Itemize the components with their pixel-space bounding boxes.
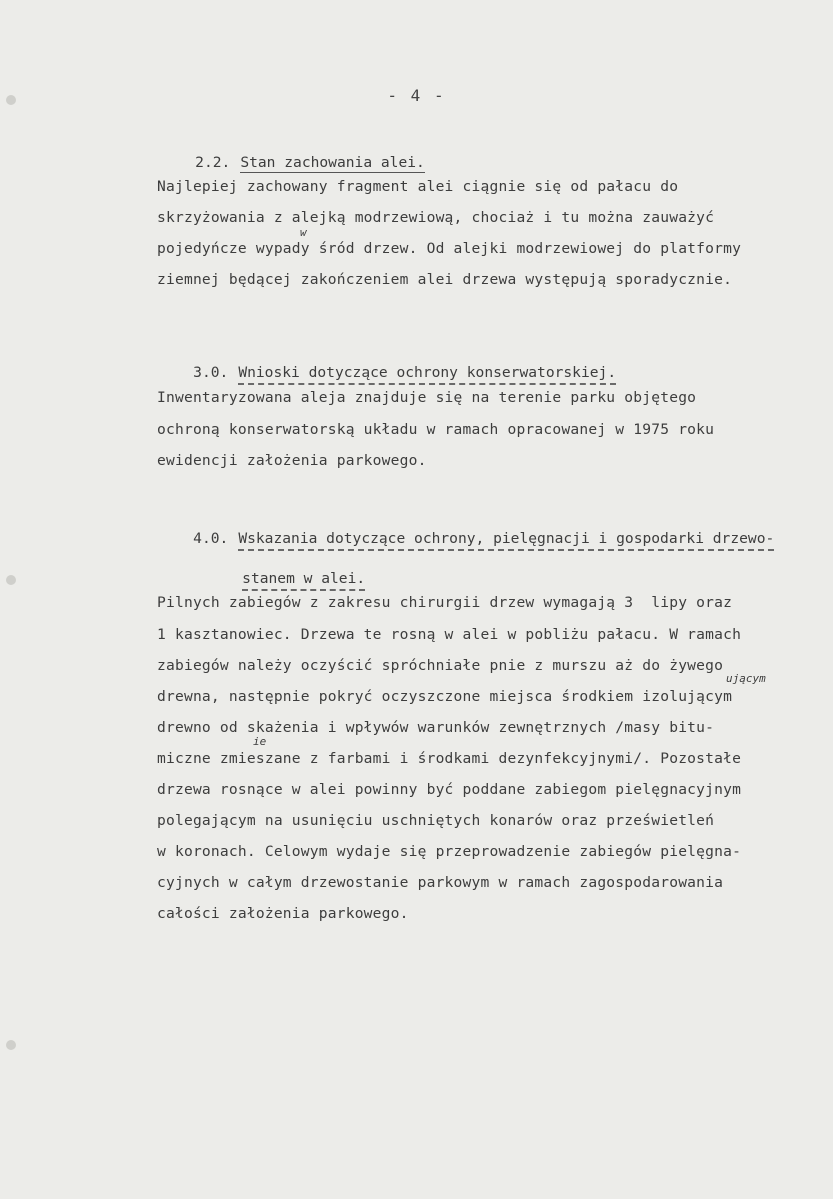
paragraph-line: ziemnej będącej zakończeniem alei drzewa występują sporadycznie. (157, 271, 733, 288)
paragraph-line: Inwentaryzowana aleja znajduje się na terenie parku objętego (157, 389, 697, 406)
paragraph-line: całości założenia parkowego. (157, 905, 409, 922)
paragraph-line: ochroną konserwatorską układu w ramach opracowanej w 1975 roku (157, 421, 715, 438)
section-number: 4.0. (193, 530, 229, 547)
section-number: 2.2. (195, 154, 231, 171)
handwritten-insert: ującym (726, 672, 766, 685)
paragraph-line: ewidencji założenia parkowego. (157, 452, 427, 469)
paragraph-line: Pilnych zabiegów z zakresu chirurgii drzew wymagają 3 lipy oraz (157, 594, 733, 611)
paragraph-line: Najlepiej zachowany fragment alei ciągnie się od pałacu do (157, 178, 679, 195)
section-title: Wnioski dotyczące ochrony konserwatorskiej. (238, 364, 616, 385)
paragraph-line: polegającym na usunięciu uschniętych konarów oraz prześwietleń (157, 812, 715, 829)
paragraph-line: drewna, następnie pokryć oczyszczone miejsca środkiem izolującym (157, 688, 733, 705)
section-number: 3.0. (193, 364, 229, 381)
paragraph-line: drzewa rosnące w alei powinny być poddane zabiegom pielęgnacyjnym (157, 781, 742, 798)
punch-hole (6, 575, 16, 585)
section-title: Wskazania dotyczące ochrony, pielęgnacji i gospodarki drzewo- (238, 530, 774, 551)
paragraph-line: w koronach. Celowym wydaje się przeprowadzenie zabiegów pielęgna- (157, 843, 742, 860)
section-title: Stan zachowania alei. (240, 154, 425, 171)
paragraph-line: 1 kasztanowiec. Drzewa te rosną w alei w pobliżu pałacu. W ramach (157, 626, 742, 643)
paragraph-line: drewno od skażenia i wpływów warunków zewnętrznych /masy bitu- (157, 719, 715, 736)
handwritten-insert: w (300, 226, 307, 239)
page-number: - 4 - (387, 86, 446, 105)
section-title-cont: stanem w alei. (242, 570, 365, 591)
paragraph-line: cyjnych w całym drzewostanie parkowym w ramach zagospodarowania (157, 874, 724, 891)
punch-hole (6, 1040, 16, 1050)
paragraph-line: zabiegów należy oczyścić spróchniałe pnie z murszu aż do żywego (157, 657, 724, 674)
paragraph-line: skrzyżowania z alejką modrzewiową, chociaż i tu można zauważyć (157, 209, 715, 226)
paragraph-line: miczne zmieszane z farbami i środkami dezynfekcyjnymi/. Pozostałe (157, 750, 742, 767)
handwritten-insert: ie (253, 735, 267, 748)
paragraph-line: pojedyńcze wypady śród drzew. Od alejki modrzewiowej do platformy (157, 240, 742, 257)
